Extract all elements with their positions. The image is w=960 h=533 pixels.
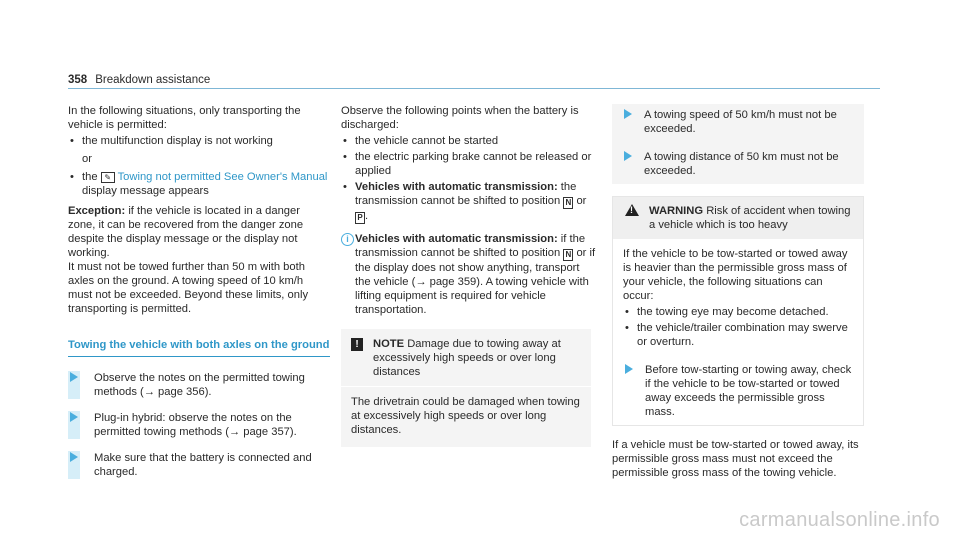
column-1	[68, 104, 330, 479]
col1-intro: In the following situations, only transporting the vehicle is permitted:	[68, 105, 301, 131]
display-message-link[interactable]: Towing not permitted See Owner's Manual	[117, 171, 328, 183]
page-header	[68, 73, 210, 87]
col2-intro: Observe the following points when the battery is discharged:	[341, 105, 579, 131]
step-plugin-hybrid: Plug-in hybrid: observe the notes on the permitted towing methods (→ page 357).	[68, 411, 330, 439]
step-arrow-icon	[624, 109, 632, 119]
note-icon: !	[351, 338, 363, 351]
wrench-icon: ✎	[101, 172, 115, 183]
step-arrow-icon	[625, 364, 633, 374]
header-divider	[68, 88, 880, 89]
step-arrow-icon	[624, 151, 632, 161]
col1-tow-limit: It must not be towed further than 50 m with both axles on the ground. A towing speed of 10 km/h must not be exceeded. Beyond these limits, only transporting is permitted.	[68, 261, 309, 315]
warning-bullet-2: • the vehicle/trailer combination may swerve or overturn.	[623, 321, 853, 349]
col1-exception: Exception: if the vehicle is located in a danger zone, it can be recovered from the danger zone despite the display message or the display not working.	[68, 205, 304, 259]
page-number: 358	[68, 74, 88, 86]
gear-p-icon: P	[355, 212, 365, 224]
gear-n-icon: N	[563, 197, 573, 209]
column-3	[612, 104, 864, 480]
step-tow-distance: A towing distance of 50 km must not be exceeded.	[622, 150, 854, 178]
col2-bullet-2: • the electric parking brake cannot be released or applied	[341, 150, 596, 178]
step-arrow-icon	[70, 372, 78, 382]
section-divider	[68, 356, 330, 357]
warning-bullet-1: • the towing eye may become detached.	[623, 305, 853, 319]
step-tow-speed: A towing speed of 50 km/h must not be exceeded.	[622, 108, 854, 136]
step-arrow-icon	[70, 412, 78, 422]
col1-bullet-2: • the ✎ Towing not permitted See Owner's Manual display message appears	[68, 170, 330, 198]
step-arrow-icon	[70, 452, 78, 462]
column-2	[341, 104, 596, 447]
col2-bullet-3: • Vehicles with automatic transmission: the transmission cannot be shifted to position N or P .	[341, 180, 596, 224]
warning-step: Before tow-starting or towing away, check if the vehicle to be tow-started or towed away exceeds the permissible gross mass.	[623, 363, 853, 419]
col3-closing: If a vehicle must be tow-started or towed away, its permissible gross mass must not exceed the permissible gross mass of the towing vehicle.	[612, 439, 859, 479]
warning-header: ! WARNING Risk of accident when towing a vehicle which is too heavy	[613, 197, 863, 239]
warning-body: If the vehicle to be tow-started or towed away is heavier than the permissible gross mass of your vehicle, the following situations can occur: • the towing eye may become detached. • the vehicle/trailer combination may swerve or overturn. Before tow-starting or towing away, check if the vehicle to be tow-started or towed away exceeds the permissible gross mass.	[613, 239, 863, 425]
gear-n-icon: N	[563, 249, 573, 261]
steps-box	[612, 104, 864, 184]
note-body: The drivetrain could be damaged when towing at excessively high speeds or over long distances.	[351, 396, 580, 436]
watermark: carmanualsonline.info	[739, 509, 940, 531]
col1-bullet-1: • the multifunction display is not working	[68, 134, 330, 148]
info-note: i Vehicles with automatic transmission: if the transmission cannot be shifted to position N or if the display does not show anything, transport the vehicle (→ page 359). A towing vehicle with lifting equipment is required for vehicle transportation.	[341, 232, 596, 317]
step-observe-notes: Observe the notes on the permitted towing methods (→ page 356).	[68, 371, 330, 399]
col1-or: or	[82, 153, 92, 165]
note-header: ! NOTE Damage due to towing away at excessively high speeds or over long distances	[341, 329, 591, 387]
note-box	[341, 329, 591, 447]
col2-bullet-1: • the vehicle cannot be started	[341, 134, 596, 148]
section-title: Towing the vehicle with both axles on the ground	[68, 339, 330, 351]
section-name: Breakdown assistance	[95, 74, 211, 86]
warning-icon	[625, 204, 639, 216]
section-heading	[68, 338, 330, 357]
step-battery: Make sure that the battery is connected and charged.	[68, 451, 330, 479]
warning-box	[612, 196, 864, 426]
info-icon: i	[341, 233, 354, 246]
